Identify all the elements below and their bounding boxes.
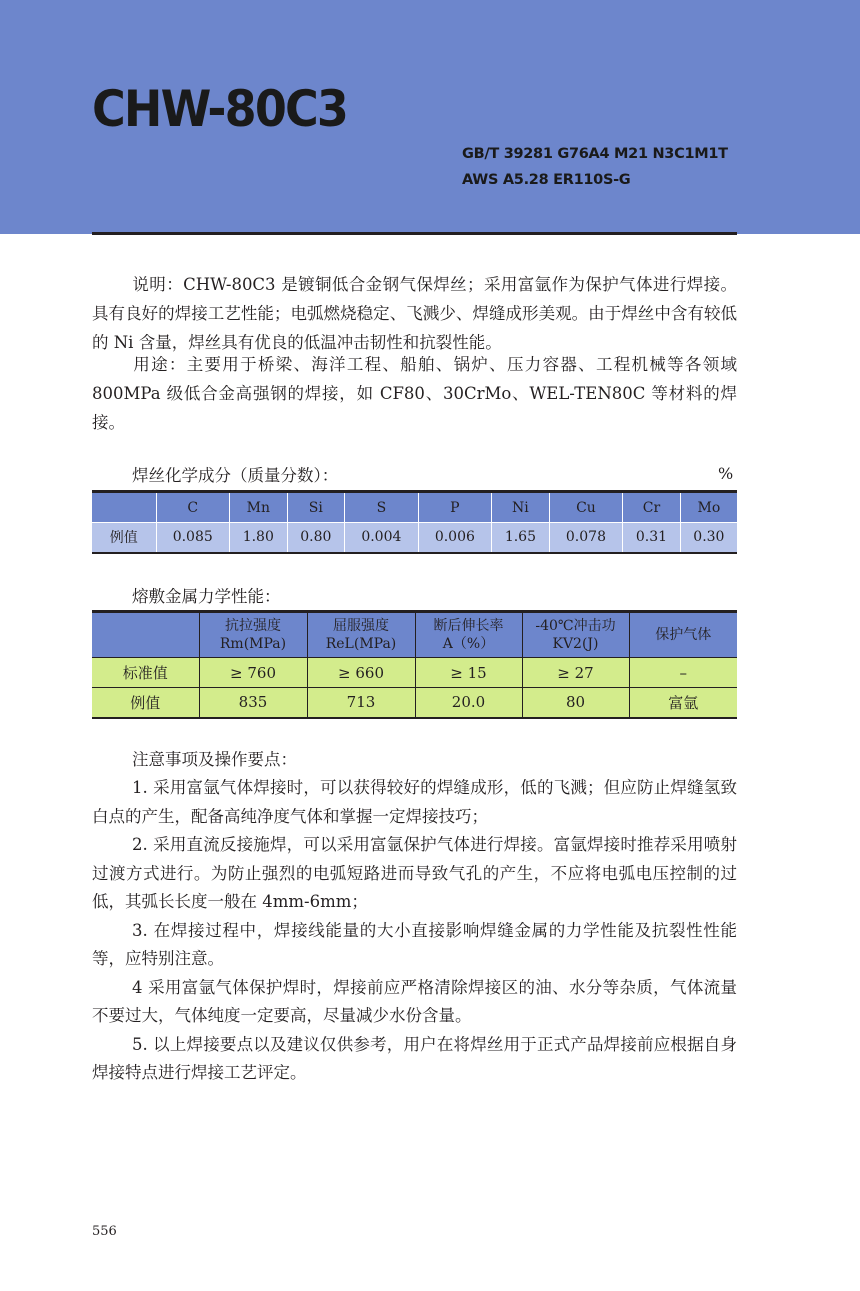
mech-header-line1: -40℃冲击功 [535, 618, 616, 634]
chem-value-cell: 例值 [92, 523, 156, 553]
chemistry-title: 焊丝化学成分（质量分数）： [132, 466, 339, 485]
chem-header-cell: Cr [623, 492, 681, 523]
mech-header-line1: 断后伸长率 [433, 618, 504, 634]
usage-paragraph [92, 350, 737, 437]
mech-cell: 80 [522, 688, 629, 718]
mech-header-line2: A（%） [442, 636, 495, 652]
usage-text: 主要用于桥梁、海洋工程、船舶、锅炉、压力容器、工程机械等各领域 800MPa 级低合金高强钢的焊接，如 CF80、30CrMo、WEL-TEN80C 等材料的焊接。 [92, 355, 738, 432]
note-item: 3. 在焊接过程中，焊接线能量的大小直接影响焊缝金属的力学性能及抗裂性性能等，应特别注意。 [92, 920, 737, 968]
intro-label: 说明： [132, 275, 184, 294]
page-number: 556 [92, 1224, 117, 1239]
usage-label: 用途： [132, 355, 187, 374]
chem-value-cell: 0.006 [418, 523, 492, 553]
notes-title: 注意事项及操作要点： [132, 750, 297, 769]
chemistry-value-row [92, 523, 737, 553]
note-item: 5. 以上焊接要点以及建议仅供参考，用户在将焊丝用于正式产品焊接前应根据自身焊接特点进行焊接工艺评定。 [92, 1034, 737, 1082]
mech-cell: ≥ 660 [307, 658, 415, 688]
chem-value-cell: 0.30 [680, 523, 737, 553]
notes-list [92, 774, 737, 1088]
mech-header-line1: 抗拉强度 [225, 618, 281, 634]
mech-cell: 标准值 [92, 658, 199, 688]
mechanical-example-row [92, 688, 737, 718]
chem-header-cell: Ni [492, 492, 550, 523]
mechanical-title: 熔敷金属力学性能： [132, 587, 281, 606]
intro-text: CHW-80C3 是镀铜低合金钢气保焊丝；采用富氩作为保护气体进行焊接。具有良好的焊接工艺性能；电弧燃烧稳定、飞溅少、焊缝成形美观。由于焊丝中含有较低的 Ni 含量，焊丝具有优良的低温冲击韧性和抗裂性能。 [92, 275, 738, 352]
chem-header-cell: Si [287, 492, 345, 523]
header-rule [92, 232, 737, 235]
mech-cell: 713 [307, 688, 415, 718]
mech-header-cell: 保护气体 [629, 612, 737, 658]
mech-cell: – [629, 658, 737, 688]
chem-value-cell: 0.078 [549, 523, 623, 553]
mech-cell: 例值 [92, 688, 199, 718]
chem-value-cell: 1.80 [230, 523, 288, 553]
mech-cell: 20.0 [415, 688, 522, 718]
chem-header-cell: C [156, 492, 230, 523]
chem-header-cell: Cu [549, 492, 623, 523]
mech-cell: ≥ 760 [199, 658, 307, 688]
mech-header-line2: KV2(J) [552, 636, 599, 652]
chem-header-cell: Mn [230, 492, 288, 523]
note-item: 4 采用富氩气体保护焊时，焊接前应严格清除焊接区的油、水分等杂质，气体流量不要过大，气体纯度一定要高，尽量减少水份含量。 [92, 977, 737, 1025]
mech-header-line2: ReL(MPa) [325, 636, 397, 652]
mech-header-line1: 屈服强度 [333, 618, 389, 634]
note-item: 1. 采用富氩气体焊接时，可以获得较好的焊缝成形，低的飞溅；但应防止焊缝氢致白点的产生，配备高纯净度气体和掌握一定焊接技巧； [92, 778, 737, 826]
mech-cell: 富氩 [629, 688, 737, 718]
chem-value-cell: 0.085 [156, 523, 230, 553]
intro-paragraph [92, 270, 737, 357]
mech-header-cell [415, 612, 522, 658]
mech-header-cell [522, 612, 629, 658]
mech-cell: 835 [199, 688, 307, 718]
note-item: 2. 采用直流反接施焊，可以采用富氩保护气体进行焊接。富氩焊接时推荐采用喷射过渡方式进行。为防止强烈的电弧短路进而导致气孔的产生，不应将电弧电压控制的过低，其弧长长度一般在 4mm-6mm； [92, 835, 737, 911]
chem-header-cell: S [345, 492, 419, 523]
chem-value-cell: 0.31 [623, 523, 681, 553]
chemistry-header-row [92, 492, 737, 523]
chemistry-table [92, 490, 737, 554]
chem-value-cell: 1.65 [492, 523, 550, 553]
chem-value-cell: 0.004 [345, 523, 419, 553]
chem-value-cell: 0.80 [287, 523, 345, 553]
mechanical-header-row [92, 612, 737, 658]
mech-header-line2: Rm(MPa) [219, 636, 287, 652]
standard-gb: GB/T 39281 G76A4 M21 N3C1M1T [462, 146, 728, 162]
product-title: CHW-80C3 [92, 80, 348, 138]
chem-header-cell: P [418, 492, 492, 523]
mechanical-table [92, 610, 737, 719]
chemistry-unit: % [718, 464, 734, 483]
mech-header-cell [92, 612, 199, 658]
chem-header-cell: Mo [680, 492, 737, 523]
mech-cell: ≥ 15 [415, 658, 522, 688]
chem-header-cell [92, 492, 156, 523]
mech-header-cell [307, 612, 415, 658]
mech-header-cell [199, 612, 307, 658]
mechanical-standard-row [92, 658, 737, 688]
standard-aws: AWS A5.28 ER110S-G [462, 172, 631, 188]
mech-cell: ≥ 27 [522, 658, 629, 688]
